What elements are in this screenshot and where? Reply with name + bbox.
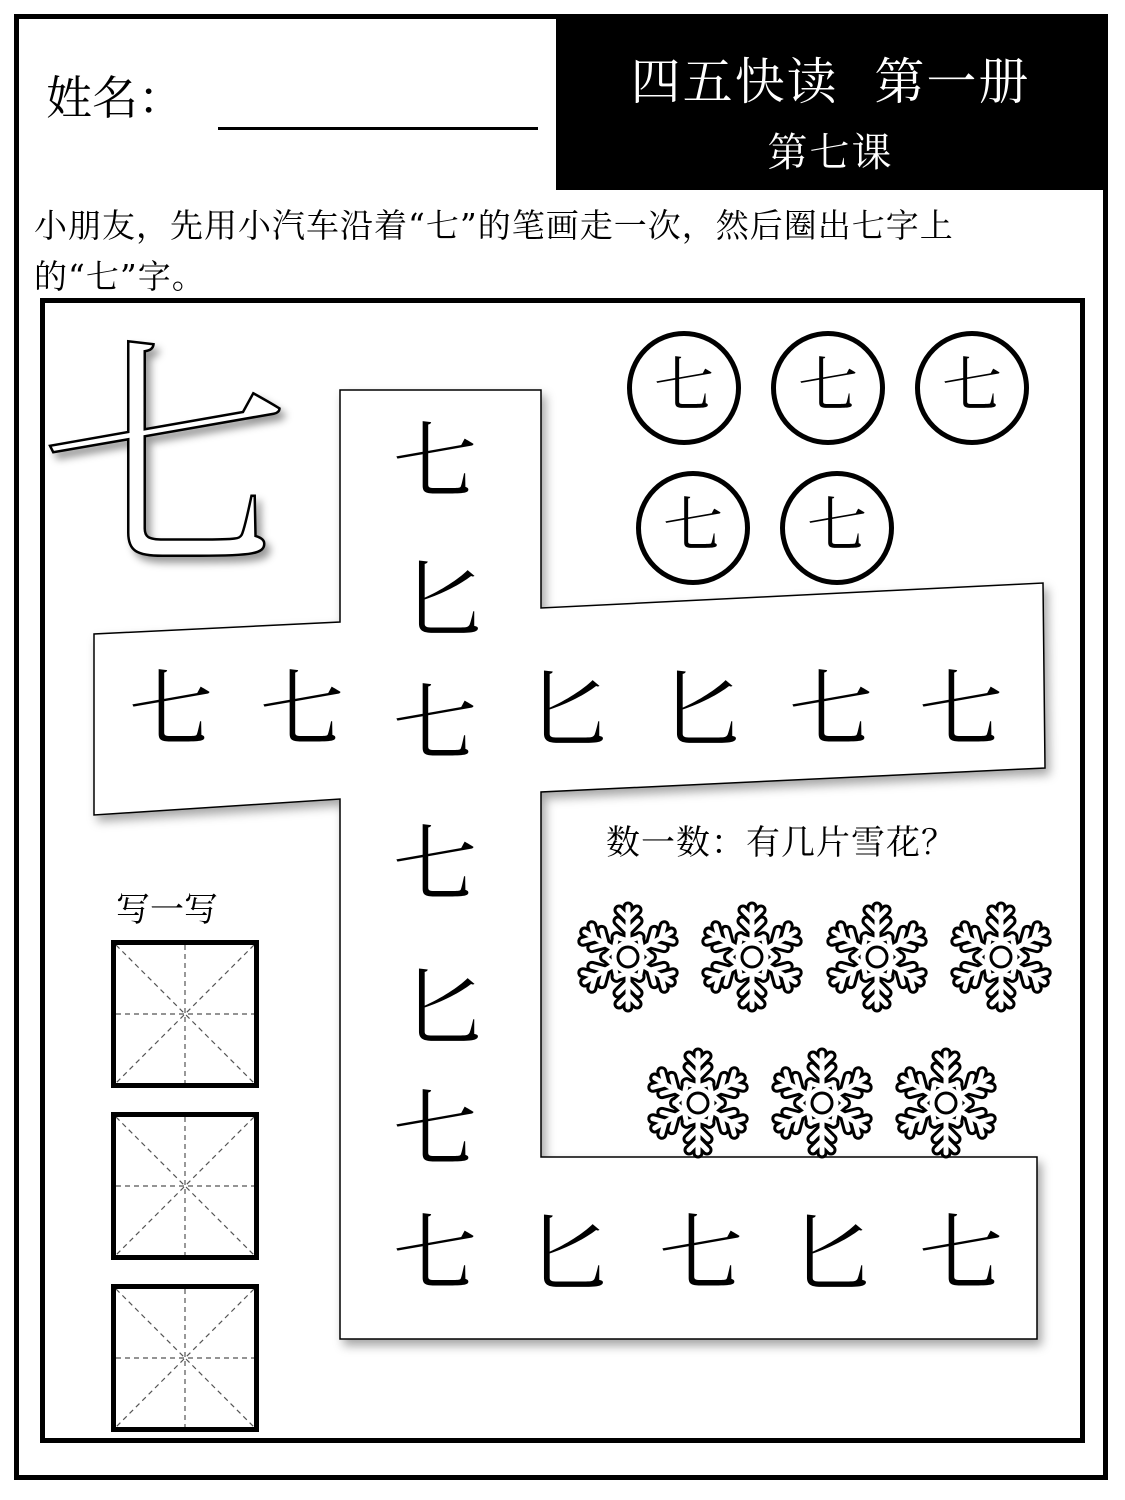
name-label: 姓名：	[46, 71, 184, 125]
snowflake-icon	[897, 1053, 996, 1153]
circled-character: 七	[771, 331, 885, 445]
circled-character: 七	[915, 331, 1029, 445]
snowflake-icon	[649, 1053, 748, 1153]
path-character[interactable]: 匕	[525, 661, 610, 759]
path-character[interactable]: 匕	[400, 959, 485, 1057]
snowflake-icon	[703, 907, 802, 1007]
writing-grid-box[interactable]	[111, 940, 259, 1088]
snowflake-icon	[773, 1053, 872, 1153]
path-character[interactable]: 七	[392, 413, 477, 511]
path-character[interactable]: 匕	[525, 1205, 610, 1303]
snowflake-icon	[828, 907, 927, 1007]
writing-grid-box[interactable]	[111, 1284, 259, 1432]
writing-grid-box[interactable]	[111, 1112, 259, 1260]
path-character[interactable]: 匕	[658, 661, 743, 759]
snowflake-icon	[579, 907, 678, 1007]
lesson-title: 第七课	[767, 130, 894, 176]
path-character[interactable]: 七	[128, 661, 213, 759]
tianzige-guide	[116, 1117, 254, 1255]
path-character[interactable]: 七	[658, 1205, 743, 1303]
circled-character: 七	[780, 471, 894, 585]
circled-character: 七	[636, 471, 750, 585]
snowflake-icon	[952, 907, 1051, 1007]
path-character[interactable]: 七	[788, 661, 873, 759]
count-question: 数一数：有几片雪花？	[606, 823, 956, 863]
write-label: 写一写	[116, 890, 218, 930]
path-character[interactable]: 七	[392, 816, 477, 914]
path-character[interactable]: 匕	[788, 1205, 873, 1303]
path-character[interactable]: 七	[918, 661, 1003, 759]
circled-character: 七	[627, 331, 741, 445]
path-character[interactable]: 匕	[400, 551, 485, 649]
book-title: 四五快读 第一册	[630, 53, 1031, 111]
big-character-outline: 七	[40, 316, 290, 607]
path-character[interactable]: 七	[918, 1205, 1003, 1303]
tianzige-guide	[116, 945, 254, 1083]
instructions: 小朋友，先用小汽车沿着“七”的笔画走一次，然后圈出七字上的“七”字。	[34, 206, 954, 296]
path-character[interactable]: 七	[392, 675, 477, 773]
path-character[interactable]: 七	[392, 1081, 477, 1179]
path-character[interactable]: 七	[259, 661, 344, 759]
path-character[interactable]: 七	[392, 1205, 477, 1303]
tianzige-guide	[116, 1289, 254, 1427]
